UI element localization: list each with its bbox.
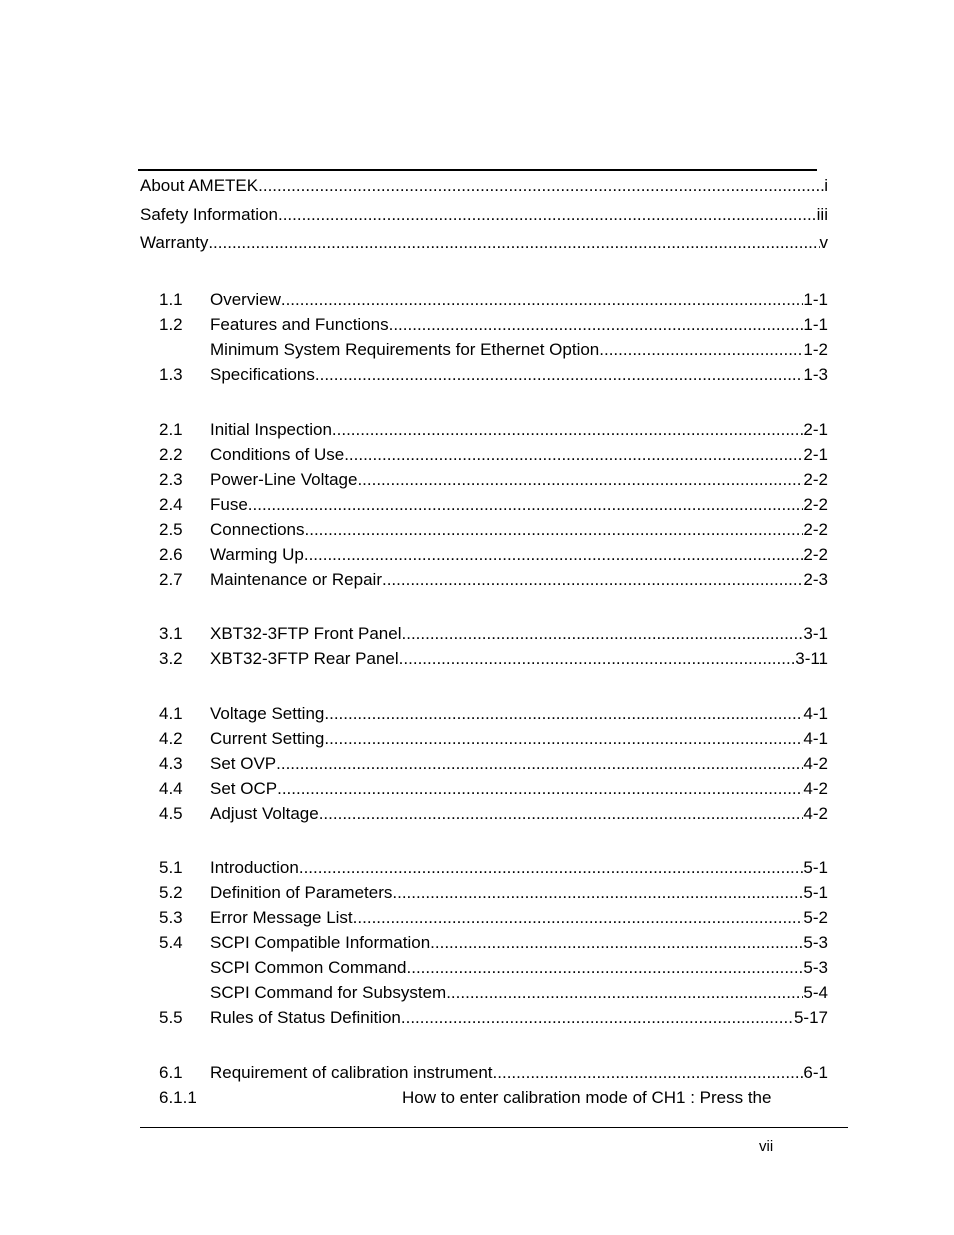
leader-dots bbox=[248, 494, 804, 516]
toc-title: How to enter calibration mode of CH1 : Press the bbox=[402, 1088, 772, 1107]
leader-dots bbox=[599, 339, 803, 361]
leader-dots bbox=[344, 444, 803, 466]
toc-number: 4.3 bbox=[159, 754, 183, 773]
toc-number: 4.5 bbox=[159, 804, 183, 823]
toc-entry[interactable] bbox=[159, 289, 828, 311]
toc-entry[interactable] bbox=[159, 364, 828, 386]
toc-page: 4-1 bbox=[803, 729, 828, 748]
toc-page: 2-2 bbox=[803, 545, 828, 564]
toc-page: 2-1 bbox=[803, 420, 828, 439]
toc-entry[interactable] bbox=[159, 494, 828, 516]
toc-entry[interactable] bbox=[159, 519, 828, 541]
toc-entry[interactable] bbox=[159, 882, 828, 904]
toc-title: XBT32-3FTP Front Panel bbox=[210, 624, 402, 643]
page-number: vii bbox=[759, 1138, 774, 1155]
toc-page: 2-2 bbox=[803, 470, 828, 489]
leader-dots bbox=[315, 364, 804, 386]
toc-entry[interactable] bbox=[159, 753, 828, 775]
toc-page: 2-3 bbox=[803, 570, 828, 589]
toc-page: 1-1 bbox=[803, 290, 828, 309]
toc-entry-warranty[interactable] bbox=[140, 232, 828, 254]
leader-dots bbox=[332, 419, 804, 441]
leader-dots bbox=[299, 857, 804, 879]
toc-title: Current Setting bbox=[210, 729, 325, 748]
toc-number: 2.3 bbox=[159, 470, 183, 489]
toc-entry-last[interactable] bbox=[159, 1087, 197, 1109]
leader-dots bbox=[324, 728, 803, 750]
leader-dots bbox=[430, 932, 803, 954]
toc-title: Connections bbox=[210, 520, 305, 539]
toc-title: About AMETEK bbox=[140, 176, 259, 195]
toc-page: iii bbox=[816, 205, 828, 224]
toc-page: 3-11 bbox=[795, 649, 828, 668]
toc-entry[interactable] bbox=[159, 648, 828, 670]
leader-dots bbox=[276, 753, 803, 775]
toc-entry[interactable] bbox=[159, 314, 828, 336]
leader-dots bbox=[277, 778, 803, 800]
toc-entry[interactable] bbox=[159, 1062, 828, 1084]
toc-title: Fuse bbox=[210, 495, 248, 514]
toc-title: Overview bbox=[210, 290, 281, 309]
toc-page: 5-4 bbox=[803, 983, 828, 1002]
toc-number: 2.6 bbox=[159, 545, 183, 564]
toc-number: 1.1 bbox=[159, 290, 183, 309]
toc-page: 1-2 bbox=[803, 340, 828, 359]
leader-dots bbox=[324, 703, 803, 725]
toc-number: 2.7 bbox=[159, 570, 183, 589]
toc-title: Definition of Parameters bbox=[210, 883, 393, 902]
toc-entry[interactable] bbox=[159, 803, 828, 825]
toc-number: 1.2 bbox=[159, 315, 183, 334]
toc-entry[interactable] bbox=[159, 544, 828, 566]
toc-page: 4-1 bbox=[803, 704, 828, 723]
toc-title: Maintenance or Repair bbox=[210, 570, 382, 589]
bottom-rule bbox=[140, 1127, 848, 1128]
toc-page: v bbox=[819, 233, 828, 252]
toc-title: Voltage Setting bbox=[210, 704, 325, 723]
toc-number: 6.1.1 bbox=[159, 1088, 197, 1107]
toc-number: 4.4 bbox=[159, 779, 183, 798]
leader-dots bbox=[304, 544, 804, 566]
toc-title: Conditions of Use bbox=[210, 445, 345, 464]
toc-number: 5.5 bbox=[159, 1008, 183, 1027]
toc-entry[interactable] bbox=[159, 907, 828, 929]
toc-number: 5.2 bbox=[159, 883, 183, 902]
leader-dots bbox=[319, 803, 804, 825]
toc-page: 4-2 bbox=[803, 804, 828, 823]
toc-page: 5-1 bbox=[803, 858, 828, 877]
toc-page: 4-2 bbox=[803, 754, 828, 773]
toc-number: 5.3 bbox=[159, 908, 183, 927]
toc-number: 5.4 bbox=[159, 933, 183, 952]
toc-page: 1-1 bbox=[803, 315, 828, 334]
toc-title: SCPI Compatible Information bbox=[210, 933, 431, 952]
leader-dots bbox=[402, 623, 804, 645]
toc-title: Rules of Status Definition bbox=[210, 1008, 401, 1027]
toc-entry[interactable] bbox=[159, 703, 828, 725]
toc-number: 1.3 bbox=[159, 365, 183, 384]
toc-page: 5-3 bbox=[803, 933, 828, 952]
leader-dots bbox=[389, 314, 804, 336]
toc-entry[interactable] bbox=[210, 982, 828, 1004]
toc-page: 1-3 bbox=[803, 365, 828, 384]
toc-entry-about[interactable] bbox=[140, 175, 828, 197]
toc-title: Error Message List bbox=[210, 908, 353, 927]
leader-dots bbox=[281, 289, 804, 311]
leader-dots bbox=[382, 569, 803, 591]
toc-title: Safety Information bbox=[140, 205, 278, 224]
toc-number: 2.5 bbox=[159, 520, 183, 539]
toc-entry-safety[interactable] bbox=[140, 204, 828, 226]
leader-dots bbox=[392, 882, 803, 904]
toc-entry[interactable] bbox=[159, 778, 828, 800]
leader-dots bbox=[258, 175, 824, 197]
toc-entry[interactable] bbox=[159, 857, 828, 879]
toc-number: 3.2 bbox=[159, 649, 183, 668]
toc-page: 5-1 bbox=[803, 883, 828, 902]
toc-title: Warranty bbox=[140, 233, 209, 252]
toc-entry[interactable] bbox=[210, 339, 828, 361]
toc-number: 4.1 bbox=[159, 704, 183, 723]
toc-entry[interactable] bbox=[159, 623, 828, 645]
leader-dots bbox=[208, 232, 819, 254]
toc-entry-last-title bbox=[402, 1087, 771, 1109]
toc-title: SCPI Common Command bbox=[210, 958, 407, 977]
leader-dots bbox=[401, 1007, 794, 1029]
toc-entry[interactable] bbox=[159, 569, 828, 591]
toc-page: 2-1 bbox=[803, 445, 828, 464]
toc-page: 4-2 bbox=[803, 779, 828, 798]
toc-entry[interactable] bbox=[159, 444, 828, 466]
toc-title: Warming Up bbox=[210, 545, 304, 564]
toc-page: 3-1 bbox=[803, 624, 828, 643]
toc-number: 4.2 bbox=[159, 729, 183, 748]
toc-entry[interactable] bbox=[210, 957, 828, 979]
toc-entry[interactable] bbox=[159, 932, 828, 954]
toc-title: Power-Line Voltage bbox=[210, 470, 358, 489]
toc-number: 6.1 bbox=[159, 1063, 183, 1082]
toc-number: 2.2 bbox=[159, 445, 183, 464]
toc-title: Set OCP bbox=[210, 779, 278, 798]
toc-entry[interactable] bbox=[159, 469, 828, 491]
toc-page: 6-1 bbox=[803, 1063, 828, 1082]
toc-title: Minimum System Requirements for Ethernet Option bbox=[210, 340, 600, 359]
toc-title: Set OVP bbox=[210, 754, 277, 773]
toc-page: i bbox=[824, 176, 828, 195]
toc-title: Features and Functions bbox=[210, 315, 389, 334]
toc-page: 5-3 bbox=[803, 958, 828, 977]
toc-title: Requirement of calibration instrument bbox=[210, 1063, 493, 1082]
toc-entry[interactable] bbox=[159, 728, 828, 750]
leader-dots bbox=[353, 907, 804, 929]
toc-entry[interactable] bbox=[159, 1007, 828, 1029]
toc-title: SCPI Command for Subsystem bbox=[210, 983, 447, 1002]
toc-number: 2.4 bbox=[159, 495, 183, 514]
toc-title: Adjust Voltage bbox=[210, 804, 319, 823]
toc-title: Introduction bbox=[210, 858, 299, 877]
toc-page: 5-17 bbox=[793, 1008, 828, 1027]
leader-dots bbox=[278, 204, 817, 226]
leader-dots bbox=[407, 957, 804, 979]
leader-dots bbox=[357, 469, 803, 491]
leader-dots bbox=[399, 648, 796, 670]
toc-title: Specifications bbox=[210, 365, 315, 384]
leader-dots bbox=[446, 982, 803, 1004]
top-rule bbox=[138, 169, 817, 171]
toc-number: 5.1 bbox=[159, 858, 183, 877]
toc-page: 2-2 bbox=[803, 520, 828, 539]
leader-dots bbox=[493, 1062, 804, 1084]
toc-title: Initial Inspection bbox=[210, 420, 332, 439]
toc-page: 2-2 bbox=[803, 495, 828, 514]
toc-entry[interactable] bbox=[159, 419, 828, 441]
toc-page: 5-2 bbox=[803, 908, 828, 927]
toc-number: 3.1 bbox=[159, 624, 183, 643]
leader-dots bbox=[305, 519, 804, 541]
toc-title: XBT32-3FTP Rear Panel bbox=[210, 649, 399, 668]
toc-number: 2.1 bbox=[159, 420, 183, 439]
